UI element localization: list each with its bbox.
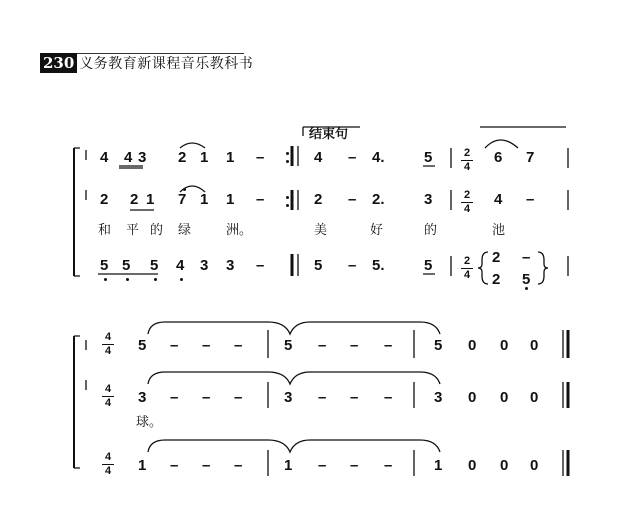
note: 0 [500,389,509,406]
note: – [170,389,179,406]
note: – [202,457,211,474]
note: 0 [468,337,477,354]
book-title: 义务教育新课程音乐教科书 [79,55,254,71]
note: 0 [530,457,539,474]
note: 3 [200,257,209,274]
note: 3 [138,149,147,166]
note: – [348,257,357,274]
note: – [256,257,265,274]
page-number: 230 [40,53,77,73]
note: 2 [100,191,109,208]
note: 2 [314,191,323,208]
lyric: 的 [150,222,164,237]
note: 2. [372,191,385,208]
ending-label: 结束句 [309,126,349,141]
note: 4 [176,257,185,274]
note: – [526,191,535,208]
repeat-dot [286,160,289,163]
lyric: 洲。 [226,222,253,237]
note: – [348,191,357,208]
note: 7 [526,149,535,166]
note: 5 [434,337,443,354]
lyric: 和 [98,222,112,237]
note: 3 [424,191,433,208]
note: – [318,337,327,354]
octave-dot [104,278,107,281]
note: 4 [124,149,133,166]
octave-dot [154,278,157,281]
note: 0 [500,457,509,474]
note: 1 [226,191,235,208]
note: – [348,149,357,166]
note: – [202,337,211,354]
note: 2 [178,149,187,166]
repeat-dot [286,204,289,207]
note: 4 [494,191,503,208]
note: – [384,389,393,406]
note: 1 [200,191,209,208]
note: 4 [100,149,109,166]
note: 7 [178,191,187,208]
time-signature: 4 4 [102,452,114,477]
note: 2 [492,249,501,266]
note: 4 [314,149,323,166]
note: 5. [372,257,385,274]
note: 6 [494,149,503,166]
note: 5 [138,337,147,354]
note: 3 [284,389,293,406]
note: 5 [150,257,159,274]
time-signature: 2 4 [461,148,473,173]
lyric: 池 [492,222,506,237]
note: – [202,389,211,406]
lyric: 的 [424,222,438,237]
note: – [170,337,179,354]
note: 1 [434,457,443,474]
time-signature: 2 4 [461,256,473,281]
note: – [256,149,265,166]
note: 3 [138,389,147,406]
note: 1 [284,457,293,474]
time-signature: 2 4 [461,190,473,215]
note: – [350,337,359,354]
octave-dot [126,278,129,281]
note: – [350,389,359,406]
note: 3 [434,389,443,406]
note: 5 [424,149,433,166]
lyric: 绿 [178,222,192,237]
note: 2 [492,271,501,288]
note: 5 [122,257,131,274]
note: – [384,457,393,474]
note: – [256,191,265,208]
note: – [350,457,359,474]
repeat-dot [286,196,289,199]
time-signature: 4 4 [102,332,114,357]
note: 3 [226,257,235,274]
note: 5 [284,337,293,354]
note: – [234,457,243,474]
note: 0 [530,337,539,354]
note: 0 [530,389,539,406]
note: – [384,337,393,354]
lyric: 美 [314,222,328,237]
note: 1 [146,191,155,208]
lyric: 球。 [136,414,163,429]
lyric: 好 [370,222,384,237]
note: 0 [500,337,509,354]
note: 5 [314,257,323,274]
note: 5 [100,257,109,274]
note: – [318,457,327,474]
note: 0 [468,389,477,406]
note: 0 [468,457,477,474]
time-signature: 4 4 [102,384,114,409]
note: 1 [226,149,235,166]
lyric: 平 [126,222,140,237]
note: – [522,249,531,266]
note: 2 [130,191,139,208]
octave-dot [180,278,183,281]
note: – [234,337,243,354]
note: 5 [522,271,531,288]
note: 5 [424,257,433,274]
note: – [234,389,243,406]
note: 1 [200,149,209,166]
note: 4. [372,149,385,166]
repeat-dot [286,152,289,155]
note: 1 [138,457,147,474]
note: – [170,457,179,474]
note: – [318,389,327,406]
